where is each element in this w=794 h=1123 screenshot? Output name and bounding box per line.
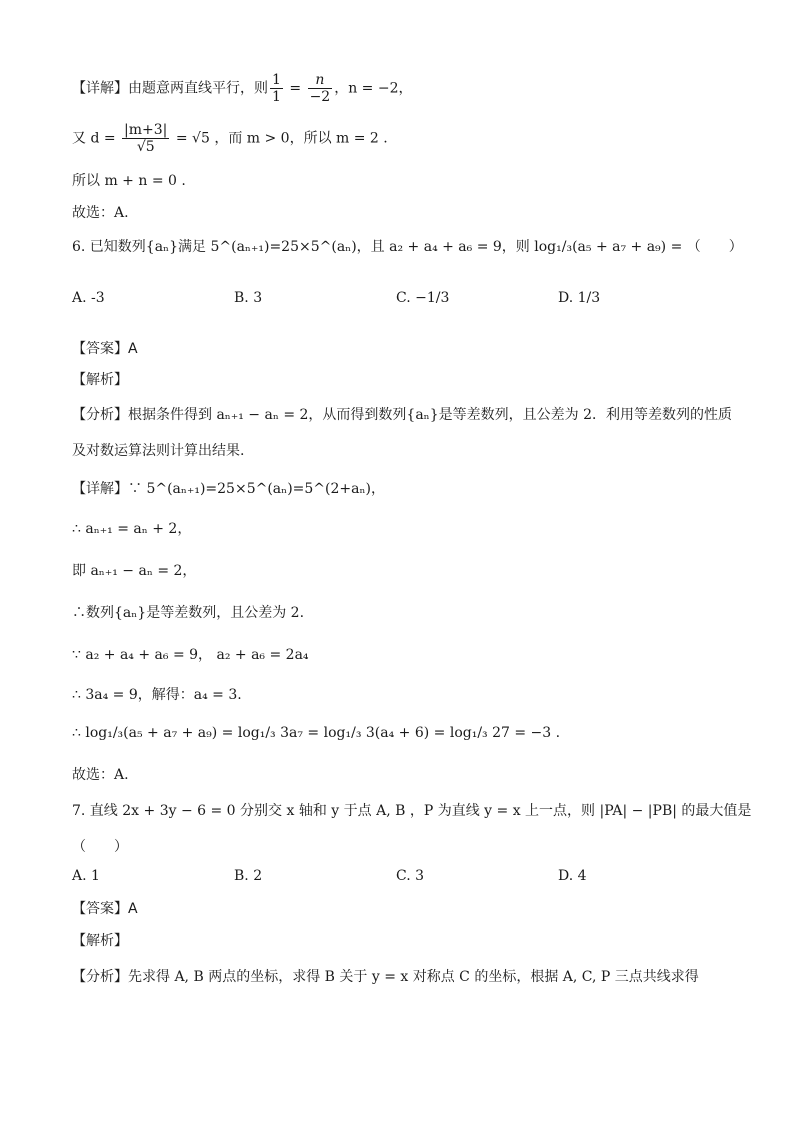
detail-6-line-4: ∴数列{aₙ}是等差数列，且公差为 2.: [72, 605, 305, 621]
q6-option-c: C. −1/3: [396, 290, 450, 306]
analysis-6-heading: 【解析】: [72, 372, 128, 388]
q7-option-c: C. 3: [396, 868, 425, 884]
q6-option-b: B. 3: [234, 290, 263, 306]
detail-line-2: 又 d = $\frac{|m+3|}{√5}$ = √5 ，而 m > 0，所以 m = 2 .: [72, 122, 388, 155]
question-7-paren: （ ）: [72, 839, 128, 855]
detail-6-line-7: ∴ log₁/₃(a₅ + a₇ + a₉) = log₁/₃ 3a₇ = log₁/₃ 3(a₄ + 6) = log₁/₃ 27 = −3 .: [72, 725, 561, 741]
analysis-7-line-1: 【分析】先求得 A, B 两点的坐标，求得 B 关于 y = x 对称点 C 的坐标，根据 A, C, P 三点共线求得: [72, 969, 699, 985]
q7-option-b: B. 2: [234, 868, 263, 884]
q7-option-a: A. 1: [72, 868, 100, 884]
choice-line: 故选：A.: [72, 205, 129, 221]
fraction: $\frac{n}{-2}$: [309, 72, 331, 105]
fraction: $\frac{1}{1}$: [272, 72, 281, 105]
answer-7: 【答案】A: [72, 901, 138, 917]
detail-6-line-3: 即 aₙ₊₁ − aₙ = 2，: [72, 563, 197, 579]
q6-option-d: D. 1/3: [558, 290, 601, 306]
q7-option-d: D. 4: [558, 868, 587, 884]
detail-6-line-5: ∵ a₂ + a₄ + a₆ = 9， a₂ + a₆ = 2a₄: [72, 647, 309, 663]
question-7: 7. 直线 2x + 3y − 6 = 0 分别交 x 轴和 y 于点 A, B ，P 为直线 y = x 上一点，则 |PA| − |PB| 的最大值是: [72, 803, 752, 819]
detail-line-3: 所以 m + n = 0 .: [72, 173, 186, 189]
detail-6-line-6: ∴ 3a₄ = 9，解得：a₄ = 3.: [72, 687, 242, 703]
analysis-6-line-1: 【分析】根据条件得到 aₙ₊₁ − aₙ = 2，从而得到数列{aₙ}是等差数列，且公差为 2．利用等差数列的性质: [72, 407, 733, 423]
analysis-7-heading: 【解析】: [72, 933, 128, 949]
question-6: 6. 已知数列{aₙ}满足 5^(aₙ₊₁)=25×5^(aₙ)，且 a₂ + a₄ + a₆ = 9，则 log₁/₃(a₅ + a₇ + a₉) = （ ）: [72, 239, 743, 255]
fraction: $\frac{|m+3|}{√5}$: [124, 122, 168, 155]
answer-6: 【答案】A: [72, 341, 138, 357]
detail-6-line-8: 故选：A.: [72, 767, 129, 783]
q6-option-a: A. -3: [72, 290, 105, 306]
detail-6-line-1: 【详解】∵ 5^(aₙ₊₁)=25×5^(aₙ)=5^(2+aₙ)，: [72, 481, 385, 497]
analysis-6-line-2: 及对数运算法则计算出结果.: [72, 443, 245, 459]
detail-6-line-2: ∴ aₙ₊₁ = aₙ + 2，: [72, 521, 192, 537]
detail-line-1: 【详解】由题意两直线平行，则 $\frac{1}{1}$ = $\frac{n}{-2}$ ，n = −2，: [72, 72, 413, 105]
